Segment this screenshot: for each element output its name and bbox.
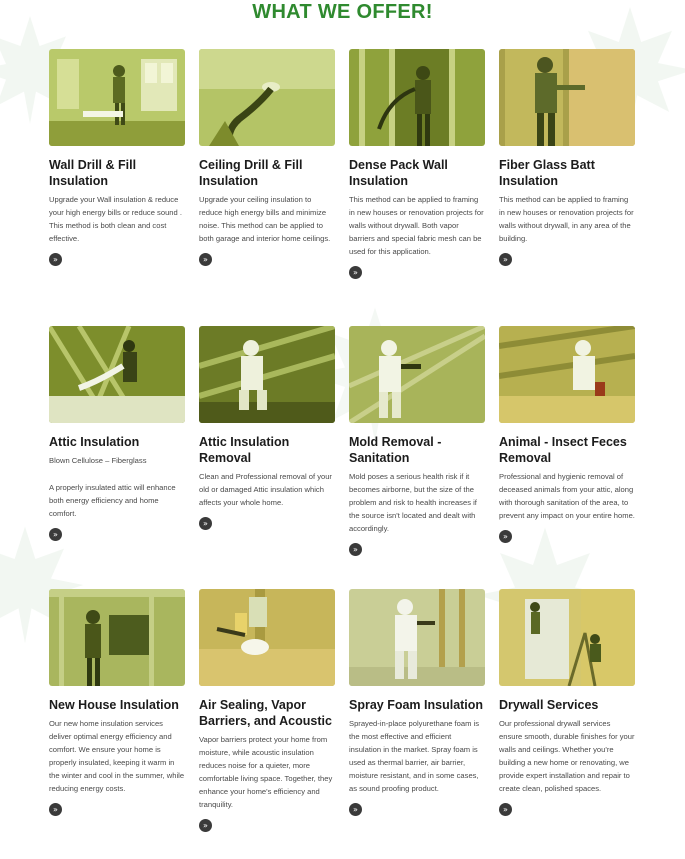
service-card xyxy=(49,326,185,542)
read-more-button[interactable]: » xyxy=(499,530,512,543)
read-more-button[interactable]: » xyxy=(199,819,212,832)
service-title: Drywall Services xyxy=(499,698,599,712)
service-card xyxy=(199,326,335,531)
service-title: Mold Removal - Sanitation xyxy=(349,435,442,465)
service-title: New House Insulation xyxy=(49,698,179,712)
read-more-button[interactable]: » xyxy=(499,803,512,816)
service-image xyxy=(499,326,635,423)
service-card xyxy=(499,49,635,267)
service-image xyxy=(199,589,335,686)
service-subtitle: Blown Cellulose – Fiberglass xyxy=(49,456,147,465)
service-image xyxy=(499,589,635,686)
service-image xyxy=(49,49,185,146)
section-title: WHAT WE OFFER! xyxy=(252,1,433,23)
service-image xyxy=(199,326,335,423)
service-description: This method can be applied to framing in new houses or renovation projects for walls without drywall, in any area of the building. xyxy=(499,195,634,243)
service-image xyxy=(349,326,485,423)
service-card xyxy=(49,589,185,817)
service-description: Vapor barriers protect your home from moisture, while acoustic insulation reduces noise for a quieter, more comfortable living space. Together, they enhance your home's efficiency and tranquility. xyxy=(199,735,333,809)
service-card xyxy=(199,49,335,267)
service-title: Wall Drill & Fill Insulation xyxy=(49,158,137,188)
service-description: Upgrade your Wall insulation & reduce your high energy bills or reduce sound . This method is both clean and cost effective. xyxy=(49,195,182,243)
service-card xyxy=(349,49,485,280)
service-card xyxy=(199,589,335,833)
service-image xyxy=(199,49,335,146)
service-card xyxy=(349,589,485,817)
read-more-button[interactable]: » xyxy=(349,543,362,556)
service-title: Air Sealing, Vapor Barriers, and Acoustic xyxy=(199,698,332,728)
read-more-button[interactable]: » xyxy=(49,528,62,541)
service-image xyxy=(349,589,485,686)
read-more-button[interactable]: » xyxy=(499,253,512,266)
service-card xyxy=(49,49,185,267)
service-description: Sprayed-in-place polyurethane foam is the most effective and efficient insulation in the market. Spray foam is used as thermal barrier, air barrier, moisture resistant, and in some cases, as sound proofing product. xyxy=(349,719,480,793)
read-more-button[interactable]: » xyxy=(49,803,62,816)
service-title: Ceiling Drill & Fill Insulation xyxy=(199,158,303,188)
service-image xyxy=(49,589,185,686)
service-description: Professional and hygienic removal of deceased animals from your attic, along with thorough sanitation of the area, to prevent any impact on your entire home. xyxy=(499,472,635,520)
service-card xyxy=(349,326,485,557)
read-more-button[interactable]: » xyxy=(349,803,362,816)
service-card xyxy=(499,326,635,544)
service-description: Our new home insulation services deliver optimal energy efficiency and comfort. We ensure your home is properly insulated, keeping it warm in the winter and cool in the summer, while reducing energy costs. xyxy=(49,719,185,793)
service-description: Clean and Professional removal of your old or damaged Attic insulation which affects your whole home. xyxy=(199,472,332,507)
service-title: Fiber Glass Batt Insulation xyxy=(499,158,595,188)
read-more-button[interactable]: » xyxy=(349,266,362,279)
service-image xyxy=(349,49,485,146)
read-more-button[interactable]: » xyxy=(199,253,212,266)
service-card xyxy=(499,589,635,817)
service-title: Spray Foam Insulation xyxy=(349,698,484,712)
service-description: Upgrade your ceiling insulation to reduce high energy bills and minimize noise. This method can be applied to both garage and interior home ceilings. xyxy=(199,195,331,243)
service-title: Animal - Insect Feces Removal xyxy=(499,435,627,465)
service-description: Mold poses a serious health risk if it becomes airborne, but the size of the problem and risk to health increases if the source isn't located and dealt with accordingly. xyxy=(349,472,477,533)
read-more-button[interactable]: » xyxy=(49,253,62,266)
service-description: This method can be applied to framing in new houses or renovation projects for walls without drywall. Both vapor barriers and special fabric mesh can be used for this application. xyxy=(349,195,484,256)
service-title: Dense Pack Wall Insulation xyxy=(349,158,448,188)
service-description: A properly insulated attic will enhance both energy efficiency and home comfort. xyxy=(49,483,176,518)
service-title: Attic Insulation xyxy=(49,435,140,449)
service-image xyxy=(499,49,635,146)
read-more-button[interactable]: » xyxy=(199,517,212,530)
service-title: Attic Insulation Removal xyxy=(199,435,290,465)
service-description: Our professional drywall services ensure smooth, durable finishes for your walls and ceilings. Whether you're building a new home or renovating, we provide expert installation and repair to create clean, polished spaces. xyxy=(499,719,635,793)
service-image xyxy=(49,326,185,423)
